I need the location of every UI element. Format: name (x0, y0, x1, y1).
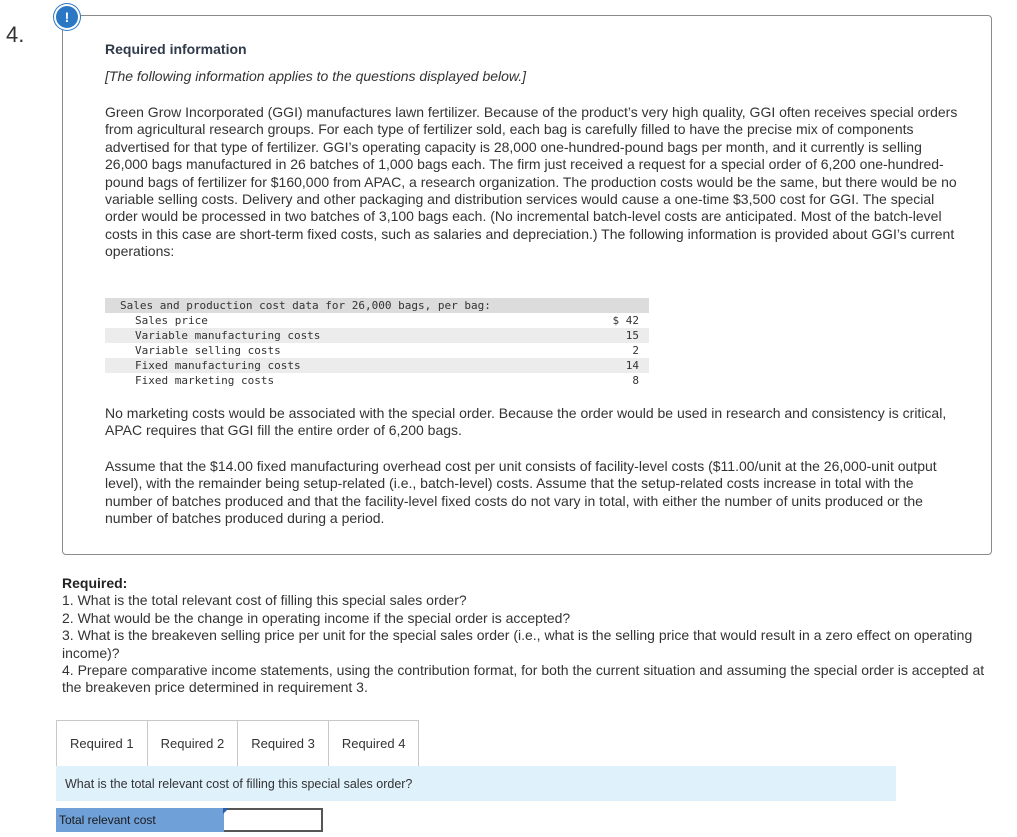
cost-table-row (105, 313, 649, 328)
alert-icon: ! (56, 6, 78, 28)
cost-table-row (105, 328, 649, 343)
required-section (62, 575, 1002, 697)
cost-row-value: 15 (625, 329, 639, 342)
cost-row-value: 14 (625, 359, 639, 372)
answer-label: Total relevant cost (56, 808, 224, 832)
tab-required-1[interactable]: Required 1 (56, 720, 148, 766)
input-marker-icon (223, 808, 229, 814)
cost-table-row (105, 373, 649, 388)
required-item-4: 4. Prepare comparative income statements, using the contribution format, for both the current situation and assuming the special order is accepted at the breakeven price determined in requirement 3. (62, 662, 985, 696)
tab-required-3[interactable]: Required 3 (237, 720, 329, 766)
answer-row (56, 808, 323, 832)
cost-row-label: Variable selling costs (135, 344, 281, 357)
required-item-1: 1. What is the total relevant cost of filling this special sales order? (62, 592, 467, 609)
cost-table-header: Sales and production cost data for 26,000 bags, per bag: (105, 298, 649, 313)
cost-data-table (105, 298, 649, 388)
question-prompt-bar (56, 766, 896, 801)
cost-row-label: Variable manufacturing costs (135, 329, 321, 342)
tab-required-2[interactable]: Required 2 (147, 720, 239, 766)
requirement-tabs (56, 720, 418, 766)
cost-row-label: Fixed manufacturing costs (135, 359, 301, 372)
cost-table-row (105, 343, 649, 358)
question-number: 4. (6, 22, 25, 47)
tab-required-4[interactable]: Required 4 (328, 720, 420, 766)
info-paragraph-2: No marketing costs would be associated with the special order. Because the order would be used in research and consistency is critical, APAC requires that GGI fill the entire order of 6,200 bags. (105, 405, 947, 439)
info-paragraph-1: Green Grow Incorporated (GGI) manufactures lawn fertilizer. Because of the product’s very high quality, GGI often receives special orders from agricultural research groups. For each type of fertilizer sold, each bag is carefully filled to have the precise mix of components advertised for that type of fertilizer. GGI’s operating capacity is 28,000 one-hundred-pound bags per month, and it currently is selling 26,000 bags manufactured in 26 batches of 1,000 bags each. The firm just received a request for a special order of 6,200 one-hundred-pound bags of fertilizer for $160,000 from APAC, a research organization. The production costs would be the same, but there would be no variable selling costs. Delivery and other packaging and distribution services would cause a one-time $3,500 cost for GGI. The special order would be processed in two batches of 3,100 bags each. (No incremental batch-level costs are anticipated. Most of the batch-level costs in this case are short-term fixed costs, such as salaries and depreciation.) The following information is provided about GGI’s current operations: (105, 104, 958, 260)
cost-row-label: Sales price (135, 314, 208, 327)
cost-row-value: 8 (632, 374, 639, 387)
question-prompt: What is the total relevant cost of filling this special sales order? (65, 776, 413, 791)
cost-row-label: Fixed marketing costs (135, 374, 275, 387)
required-title: Required: (62, 575, 128, 591)
cost-table-row (105, 358, 649, 373)
info-note: [The following information applies to the questions displayed below.] (105, 68, 527, 84)
required-information-title: Required information (105, 41, 247, 57)
required-item-2: 2. What would be the change in operating income if the special order is accepted? (62, 609, 571, 626)
required-item-3: 3. What is the breakeven selling price per unit for the special sales order (i.e., what is the selling price that would result in a zero effect on operating income)? (62, 627, 973, 661)
info-paragraph-3: Assume that the $14.00 fixed manufacturing overhead cost per unit consists of facility-level costs ($11.00/unit at the 26,000-unit output level), with the remainder being setup-related (i.e., batch-level) costs. Assume that the setup-related costs increase in total with the number of batches produced and that the facility-level fixed costs do not vary in total, with either the number of units produced or the number of batches produced during a period. (105, 458, 937, 527)
cost-row-value: 2 (632, 344, 639, 357)
total-relevant-cost-input[interactable] (224, 808, 323, 832)
cost-row-value: $ 42 (612, 314, 639, 327)
